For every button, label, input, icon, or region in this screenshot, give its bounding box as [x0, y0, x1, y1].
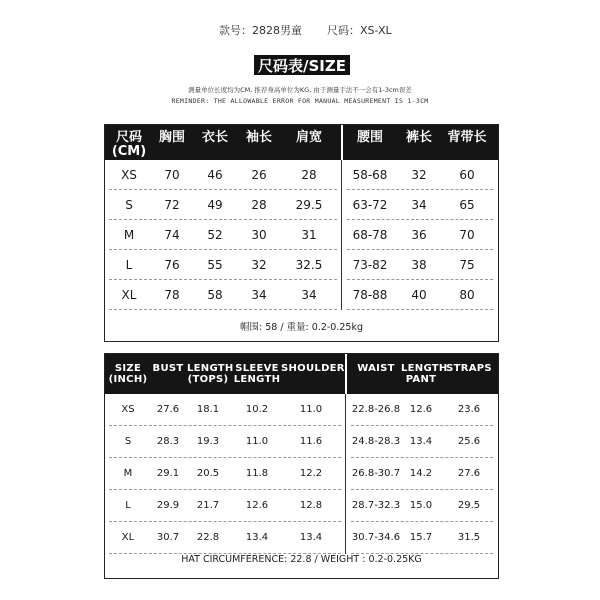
table-cell: 28 [301, 168, 317, 182]
column-header: BUST [152, 363, 184, 374]
table-cell: 30.7-34.6 [351, 532, 401, 543]
row-divider [347, 309, 493, 310]
table-cell: 25.6 [457, 436, 481, 447]
table-cell: 72 [164, 198, 180, 212]
table-cell: 70 [164, 168, 180, 182]
table-cell: 11.8 [245, 468, 269, 479]
table-cell: 11.0 [299, 404, 323, 415]
table-cell: 58-68 [352, 168, 388, 182]
table-cell: 63-72 [352, 198, 388, 212]
size-table-cm-header [105, 125, 498, 160]
table-row [105, 522, 498, 554]
table-cell: 15.0 [409, 500, 433, 511]
table-cell: 34 [251, 288, 267, 302]
table-cell: 27.6 [156, 404, 180, 415]
table-row [105, 394, 498, 426]
size-table-inch [104, 353, 499, 579]
size-chart-title-badge: 尺码表/SIZE [254, 55, 350, 75]
table-cell: 12.8 [299, 500, 323, 511]
size-table-cm-footer: 帽围: 58 / 重量: 0.2-0.25kg [240, 322, 363, 333]
table-cell: 12.6 [245, 500, 269, 511]
table-row [105, 160, 498, 190]
table-cell: 13.4 [409, 436, 433, 447]
table-cell: S [124, 436, 132, 447]
table-cell: 58 [207, 288, 223, 302]
table-cell: 19.3 [196, 436, 220, 447]
table-cell: 34 [301, 288, 317, 302]
table-cell: XL [121, 288, 137, 302]
column-header: 腰围 [356, 130, 383, 145]
table-cell: 26 [251, 168, 267, 182]
table-cell: L [125, 258, 133, 272]
table-cell: 29.5 [295, 198, 323, 212]
table-cell: 49 [207, 198, 223, 212]
table-cell: 22.8 [196, 532, 220, 543]
table-cell: 10.2 [245, 404, 269, 415]
column-header: WAIST [357, 363, 395, 374]
column-header: STRAPS [446, 363, 492, 374]
table-cell: XS [121, 404, 135, 415]
table-cell: 31.5 [457, 532, 481, 543]
size-table-inch-footer: HAT CIRCUMFERENCE: 22.8 / WEIGHT : 0.2-0.25KG [181, 554, 422, 565]
table-cell: 55 [207, 258, 223, 272]
table-row [105, 220, 498, 250]
table-cell: 13.4 [299, 532, 323, 543]
measurement-note-chinese: 测量单位长度均为CM, 推荐身高单位为KG, 由于测量手法不一会有1-3cm误差 [188, 86, 412, 94]
table-cell: 75 [459, 258, 475, 272]
column-divider [345, 354, 347, 394]
table-cell: 46 [207, 168, 223, 182]
table-cell: 32.5 [295, 258, 323, 272]
table-row [105, 190, 498, 220]
table-cell: S [125, 198, 133, 212]
table-cell: 20.5 [196, 468, 220, 479]
table-cell: 38 [411, 258, 427, 272]
table-cell: 32 [411, 168, 427, 182]
table-row [105, 280, 498, 310]
row-divider [109, 309, 337, 310]
column-header: SHOULDER [281, 363, 345, 374]
column-header: 尺码 (CM) [111, 130, 147, 160]
table-row [105, 426, 498, 458]
column-header: SIZE (INCH) [108, 363, 148, 385]
table-cell: 24.8-28.3 [351, 436, 401, 447]
size-table-cm [104, 124, 499, 342]
table-cell: 68-78 [352, 228, 388, 242]
column-header: SLEEVE LENGTH [233, 363, 281, 385]
table-cell: 34 [411, 198, 427, 212]
table-cell: 65 [459, 198, 475, 212]
table-cell: 29.1 [156, 468, 180, 479]
size-range-label: 尺码：XS-XL [327, 24, 392, 37]
table-cell: 40 [411, 288, 427, 302]
table-cell: 32 [251, 258, 267, 272]
table-cell: 11.0 [245, 436, 269, 447]
column-divider [341, 125, 343, 160]
column-header: 肩宽 [295, 130, 322, 145]
table-cell: 28.3 [156, 436, 180, 447]
table-cell: 26.8-30.7 [351, 468, 401, 479]
table-cell: 21.7 [196, 500, 220, 511]
table-cell: 28.7-32.3 [351, 500, 401, 511]
table-row [105, 250, 498, 280]
table-cell: 80 [459, 288, 475, 302]
table-cell: 36 [411, 228, 427, 242]
table-cell: XS [121, 168, 137, 182]
table-cell: M [123, 228, 135, 242]
table-cell: 30.7 [156, 532, 180, 543]
table-cell: 74 [164, 228, 180, 242]
table-cell: 22.8-26.8 [351, 404, 401, 415]
table-cell: 78 [164, 288, 180, 302]
table-cell: 23.6 [457, 404, 481, 415]
style-number-label: 款号：2828男童 [219, 24, 302, 37]
table-cell: 27.6 [457, 468, 481, 479]
table-cell: 13.4 [245, 532, 269, 543]
table-cell: 73-82 [352, 258, 388, 272]
column-header: 袖长 [245, 130, 272, 145]
column-header: 背带长 [447, 130, 487, 145]
measurement-note-english: REMINDER: THE ALLOWABLE ERROR FOR MANUAL MEASUREMENT IS 1-3CM [171, 97, 429, 105]
column-header: 裤长 [405, 130, 432, 145]
table-cell: M [123, 468, 133, 479]
table-cell: L [125, 500, 131, 511]
table-cell: 52 [207, 228, 223, 242]
table-cell: 30 [251, 228, 267, 242]
table-cell: XL [121, 532, 135, 543]
table-cell: 12.2 [299, 468, 323, 479]
table-cell: 70 [459, 228, 475, 242]
table-cell: 18.1 [196, 404, 220, 415]
column-header: LENGTH PANT [401, 363, 448, 385]
table-cell: 12.6 [409, 404, 433, 415]
table-cell: 29.5 [457, 500, 481, 511]
table-cell: 28 [251, 198, 267, 212]
column-header: 胸围 [158, 130, 185, 145]
table-cell: 76 [164, 258, 180, 272]
table-cell: 15.7 [409, 532, 433, 543]
column-header: LENGTH (TOPS) [187, 363, 234, 385]
table-cell: 60 [459, 168, 475, 182]
table-cell: 29.9 [156, 500, 180, 511]
table-cell: 11.6 [299, 436, 323, 447]
table-cell: 31 [301, 228, 317, 242]
table-row [105, 458, 498, 490]
column-header: 衣长 [201, 130, 228, 145]
table-cell: 78-88 [352, 288, 388, 302]
table-cell: 14.2 [409, 468, 433, 479]
size-table-inch-header [105, 354, 498, 394]
table-row [105, 490, 498, 522]
